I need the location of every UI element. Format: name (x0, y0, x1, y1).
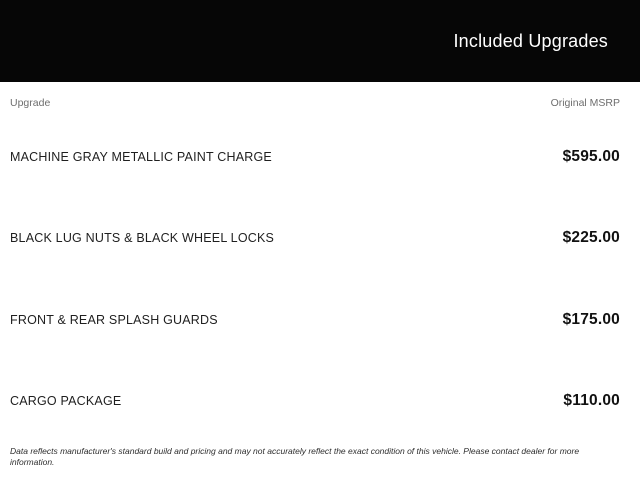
upgrade-price: $175.00 (562, 310, 620, 328)
table-row (0, 279, 640, 361)
column-header-original-msrp: Original MSRP (550, 97, 620, 109)
table-column-headers (0, 82, 640, 109)
table-row (0, 116, 640, 198)
column-header-upgrade: Upgrade (10, 97, 51, 109)
disclaimer (0, 442, 640, 468)
upgrade-price: $595.00 (562, 147, 620, 165)
upgrade-name: MACHINE GRAY METALLIC PAINT CHARGE (10, 149, 272, 164)
table-row (0, 198, 640, 280)
table-row (0, 361, 640, 443)
upgrade-price: $225.00 (562, 229, 620, 247)
page-header (0, 0, 640, 82)
upgrade-name: FRONT & REAR SPLASH GUARDS (10, 312, 218, 327)
upgrade-name: BLACK LUG NUTS & BLACK WHEEL LOCKS (10, 231, 275, 246)
upgrade-price: $110.00 (563, 392, 620, 410)
upgrade-name: CARGO PACKAGE (10, 394, 122, 409)
page-title: Included Upgrades (453, 30, 608, 51)
disclaimer-text: Data reflects manufacturer's standard build and pricing and may not accurately reflect the exact condition of this vehicle. Please contact dealer for more information. (10, 446, 580, 467)
upgrades-table (0, 109, 640, 442)
